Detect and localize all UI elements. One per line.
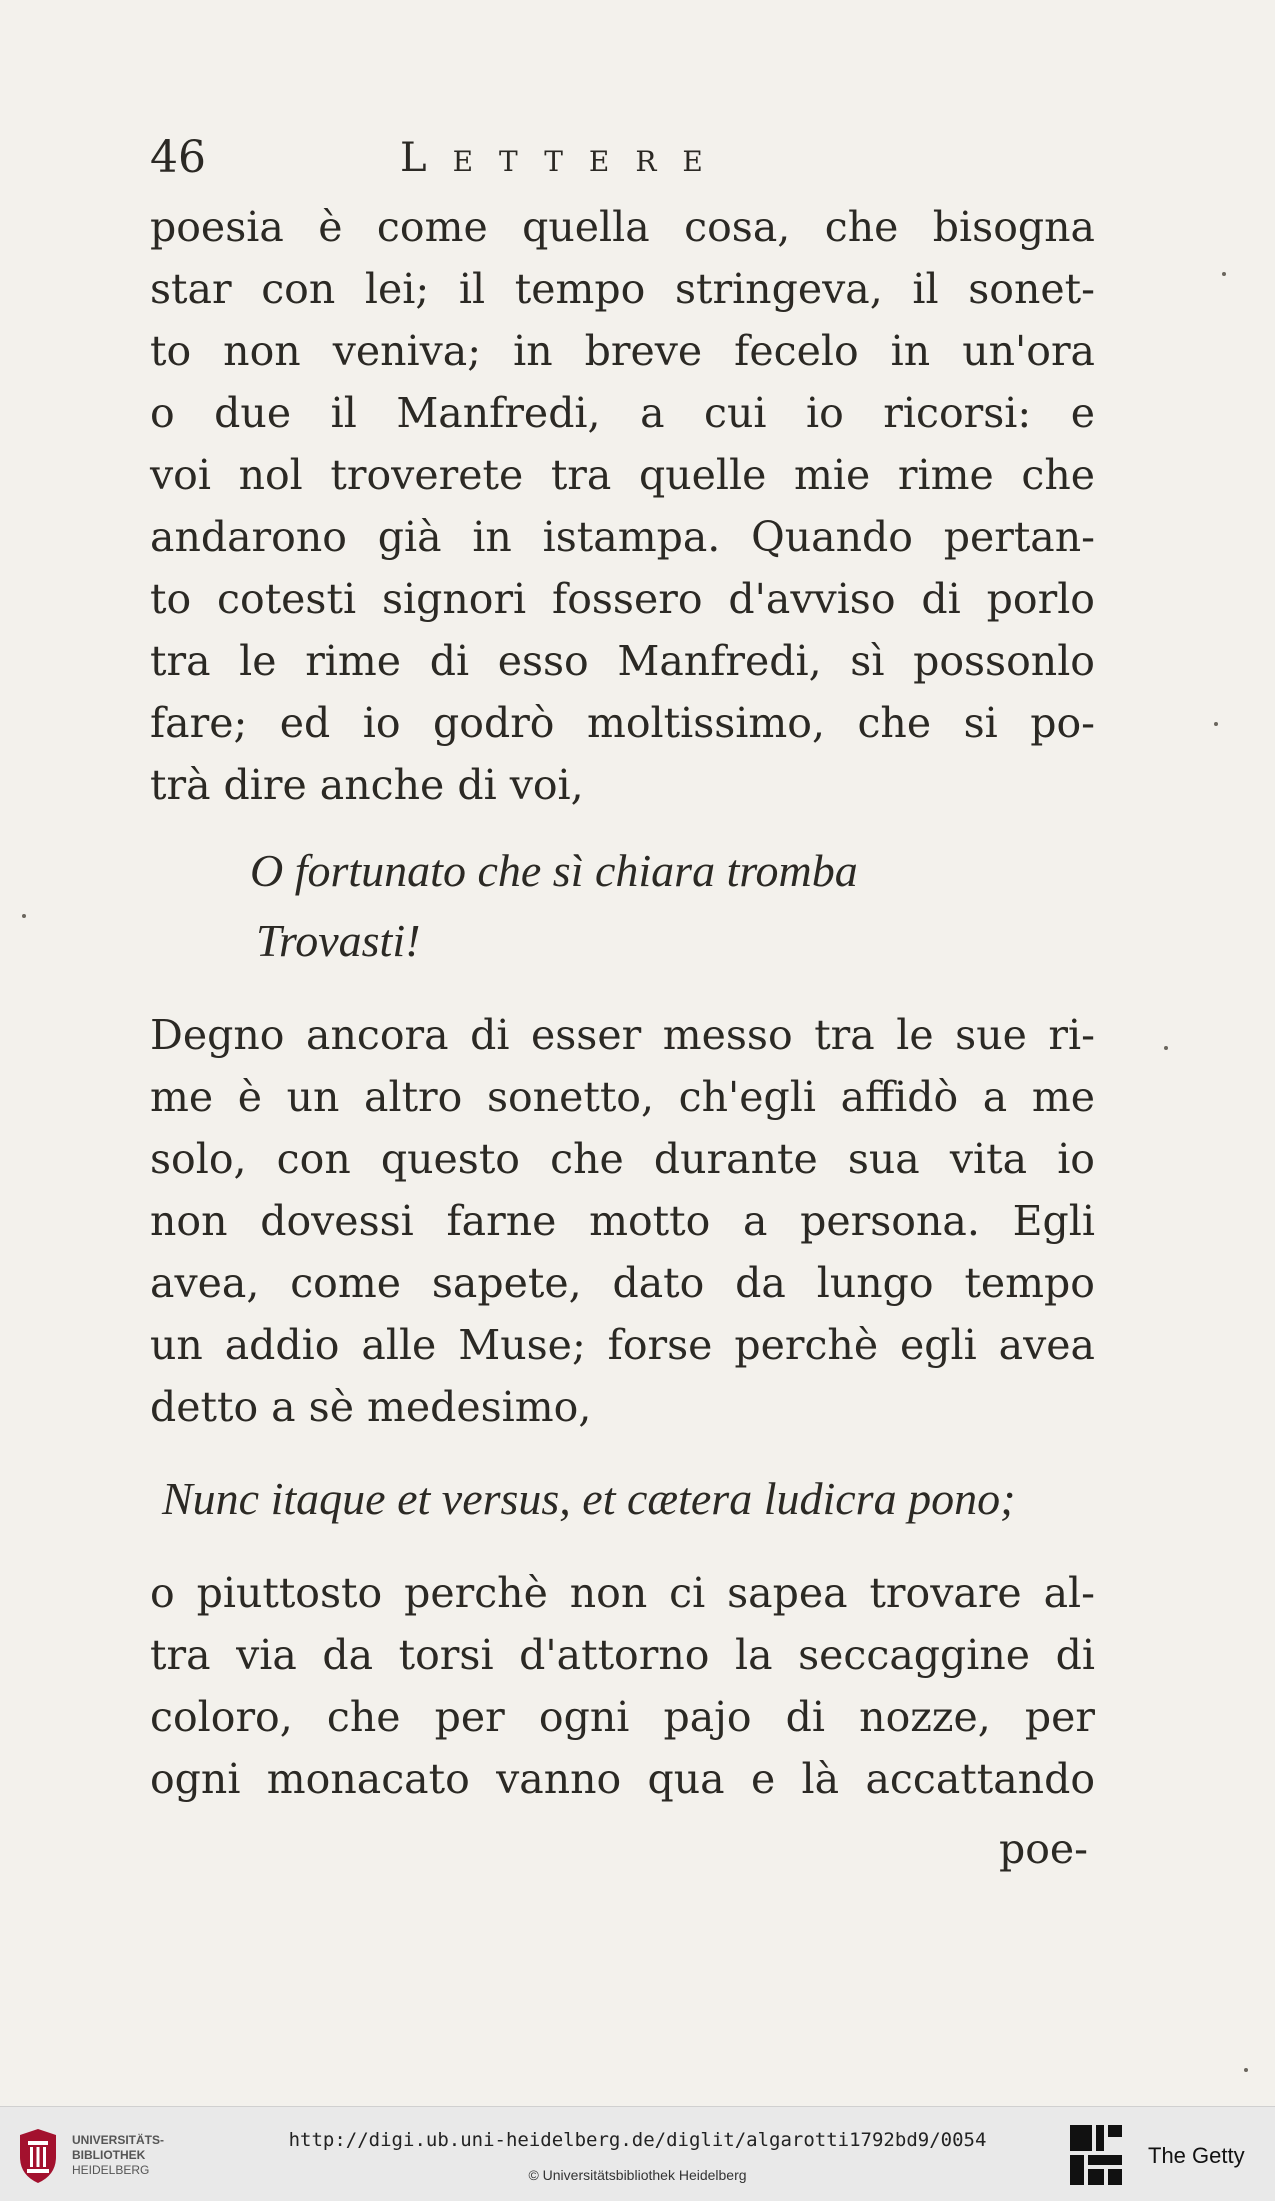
text-line: voi nol troverete tra quelle mie rime che [150,451,1095,499]
verse-quotation-1 [250,836,1135,976]
paper-speck [22,914,26,918]
paper-speck [1244,2068,1248,2072]
text-line: to non veniva; in breve fecelo in un'ora [150,327,1095,375]
paragraph-3 [150,1562,1135,1810]
text-line: tra via da torsi d'attorno la seccaggine di [150,1631,1095,1679]
text-line: star con lei; il tempo stringeva, il sonet- [150,265,1095,313]
text-line: ogni monacato vanno qua e là accattando [150,1755,1095,1803]
text-line: detto a sè medesimo, [150,1383,592,1431]
catchword: poe- [998,1825,1088,1873]
getty-logo-icon [1068,2121,1124,2189]
text-line: un addio alle Muse; forse perchè egli avea [150,1321,1095,1369]
paper-speck [1164,1046,1168,1050]
paragraph-2 [150,1004,1135,1438]
copyright-notice: © Universitätsbibliothek Heidelberg [528,2167,747,2183]
text-line: to cotesti signori fossero d'avviso di porlo [150,575,1095,623]
verse-quotation-2 [162,1464,1135,1534]
text-line: o piuttosto perchè non ci sapea trovare al- [150,1569,1095,1617]
text-line: non dovessi farne motto a persona. Egli [150,1197,1095,1245]
paper-speck [1222,272,1226,276]
text-line: me è un altro sonetto, ch'egli affidò a me [150,1073,1095,1121]
text-line: trà dire anche di voi, [150,761,584,809]
text-line: o due il Manfredi, a cui io ricorsi: e [150,389,1095,437]
text-line: poesia è come quella cosa, che bisogna [150,203,1095,251]
page-content [150,128,1135,1880]
text-line: avea, come sapete, dato da lungo tempo [150,1259,1095,1307]
getty-name: The Getty [1148,2143,1245,2168]
verse-line: O fortunato che sì chiara tromba [250,845,858,896]
paragraph-1 [150,196,1135,816]
running-title: Lettere [400,135,729,181]
page-number: 46 [150,132,206,183]
footer-bar [0,2106,1275,2201]
text-line: Degno ancora di esser messo tra le sue ri- [150,1011,1095,1059]
text-line: tra le rime di esso Manfredi, sì possonlo [150,637,1095,685]
university-library-name: UNIVERSITÄTS- BIBLIOTHEK HEIDELBERG [72,2133,165,2177]
paper-speck [1214,722,1218,726]
text-line: andarono già in istampa. Quando pertan- [150,513,1095,561]
verse-line: Nunc itaque et versus, et cætera ludicra pono; [162,1473,1016,1524]
text-line: fare; ed io godrò moltissimo, che si po- [150,699,1095,747]
running-head [150,128,1135,188]
permalink-url[interactable]: http://digi.ub.uni-heidelberg.de/diglit/algarotti1792bd9/0054 [288,2129,987,2151]
text-line: coloro, che per ogni pajo di nozze, per [150,1693,1095,1741]
text-line: solo, con questo che durante sua vita io [150,1135,1095,1183]
verse-line: Trovasti! [256,915,421,966]
